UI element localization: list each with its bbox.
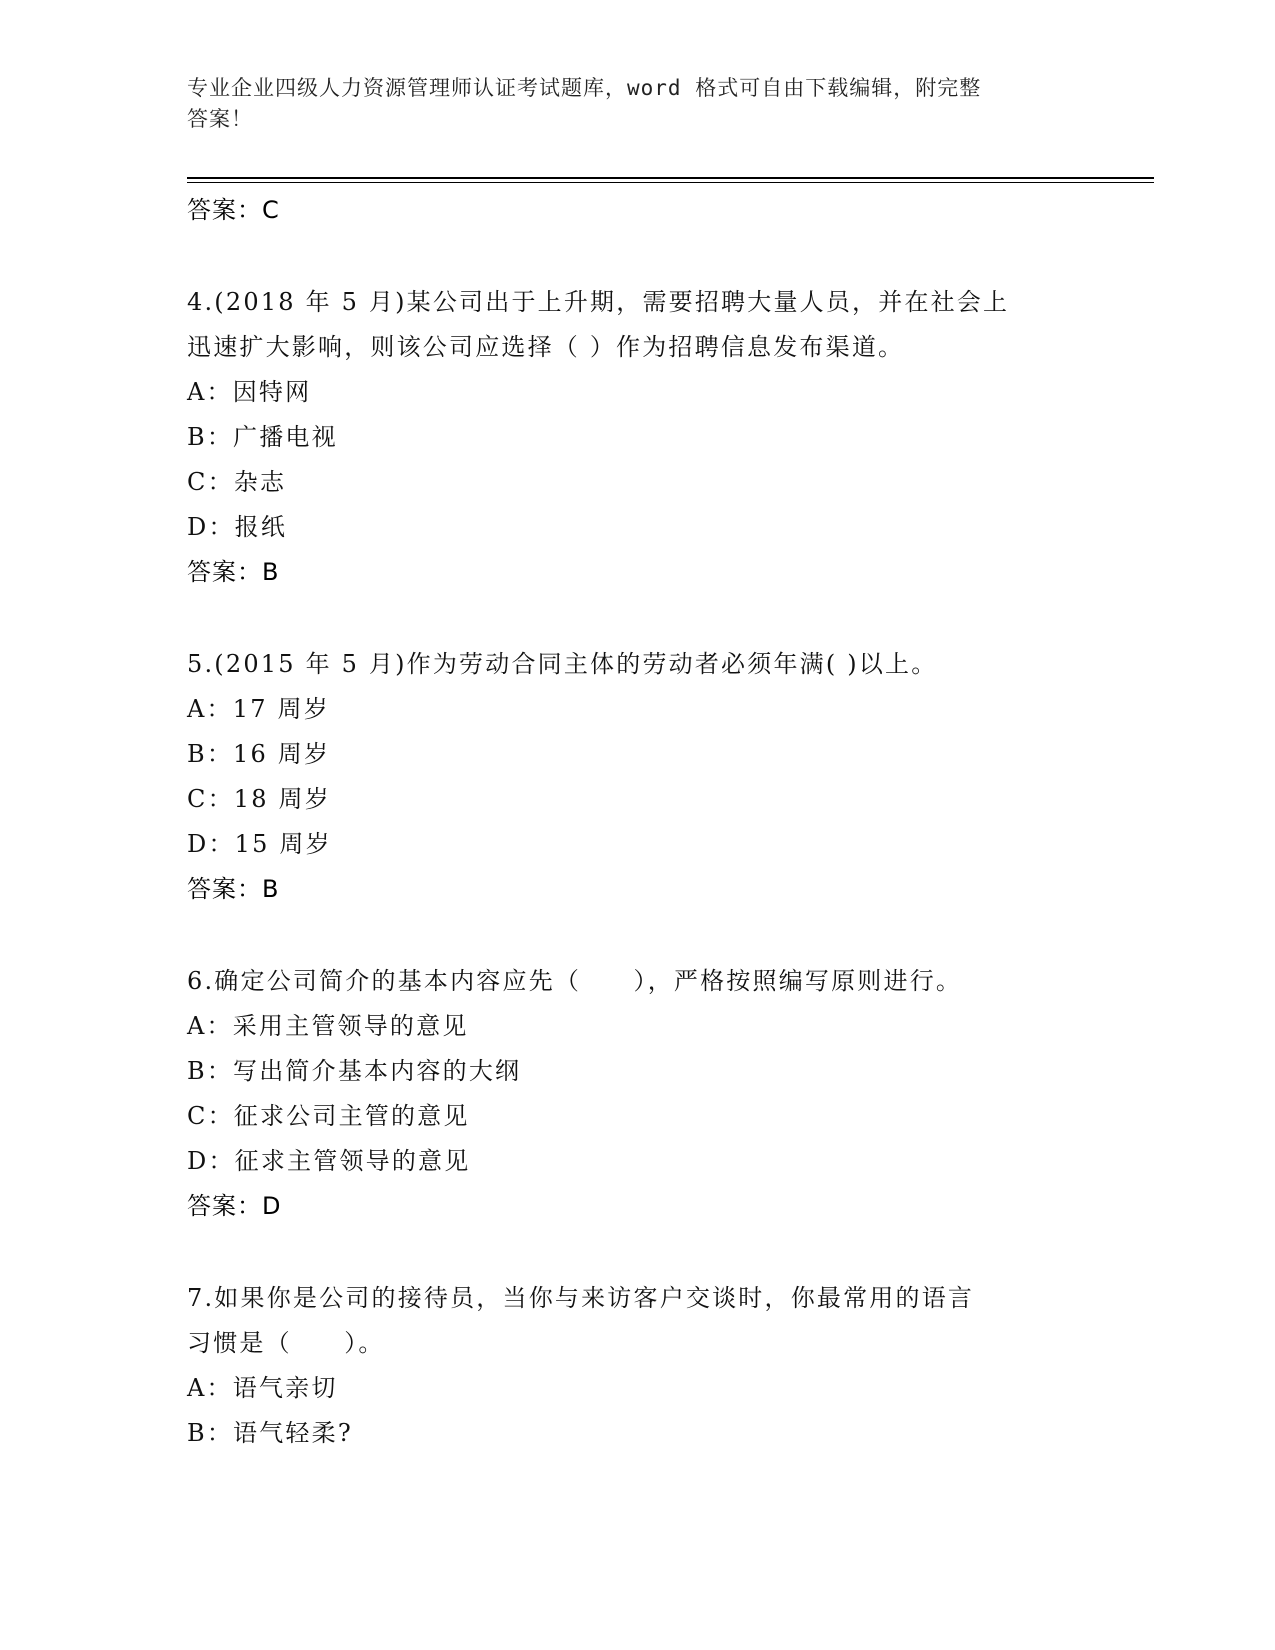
question-4-text-1: 4.(2018 年 5 月)某公司出于上升期，需要招聘大量人员，并在社会上 xyxy=(187,288,1010,316)
question-4-option-c: C：杂志 xyxy=(187,468,287,496)
question-5-option-c: C：18 周岁 xyxy=(187,785,331,813)
header-line-2: 答案！ xyxy=(187,107,253,131)
question-5-answer: 答案：B xyxy=(187,875,280,903)
header-divider-thin xyxy=(187,182,1154,183)
question-4 xyxy=(187,280,1087,595)
question-4-option-b: B：广播电视 xyxy=(187,423,338,451)
question-list xyxy=(187,188,1087,1456)
question-7-text-1: 7.如果你是公司的接待员，当你与来访客户交谈时，你最常用的语言 xyxy=(187,1284,975,1312)
question-6 xyxy=(187,959,1087,1229)
question-7-option-b: B：语气轻柔? xyxy=(187,1419,353,1447)
header-line-1: 专业企业四级人力资源管理师认证考试题库，word 格式可自由下载编辑，附完整 xyxy=(187,76,982,100)
question-4-text-2: 迅速扩大影响，则该公司应选择（ ）作为招聘信息发布渠道。 xyxy=(187,333,905,361)
question-6-option-a: A：采用主管领导的意见 xyxy=(187,1012,469,1040)
question-4-option-a: A：因特网 xyxy=(187,378,312,406)
question-7 xyxy=(187,1276,1087,1456)
question-4-answer: 答案：B xyxy=(187,558,280,586)
question-5-option-d: D：15 周岁 xyxy=(187,830,332,858)
header-divider-thick xyxy=(187,177,1154,179)
answer-previous: 答案：C xyxy=(187,196,280,224)
document-header xyxy=(187,73,1077,135)
question-5-text-1: 5.(2015 年 5 月)作为劳动合同主体的劳动者必须年满( )以上。 xyxy=(187,650,938,678)
question-6-option-d: D：征求主管领导的意见 xyxy=(187,1147,471,1175)
question-4-option-d: D：报纸 xyxy=(187,513,288,541)
question-6-answer: 答案：D xyxy=(187,1192,282,1220)
question-7-option-a: A：语气亲切 xyxy=(187,1374,338,1402)
question-6-text-1: 6.确定公司简介的基本内容应先（ ），严格按照编写原则进行。 xyxy=(187,967,963,995)
question-5 xyxy=(187,642,1087,912)
question-6-option-b: B：写出简介基本内容的大纲 xyxy=(187,1057,522,1085)
question-5-option-a: A：17 周岁 xyxy=(187,695,330,723)
question-6-option-c: C：征求公司主管的意见 xyxy=(187,1102,470,1130)
question-7-text-2: 习惯是（ ）。 xyxy=(187,1329,385,1357)
question-5-option-b: B：16 周岁 xyxy=(187,740,331,768)
